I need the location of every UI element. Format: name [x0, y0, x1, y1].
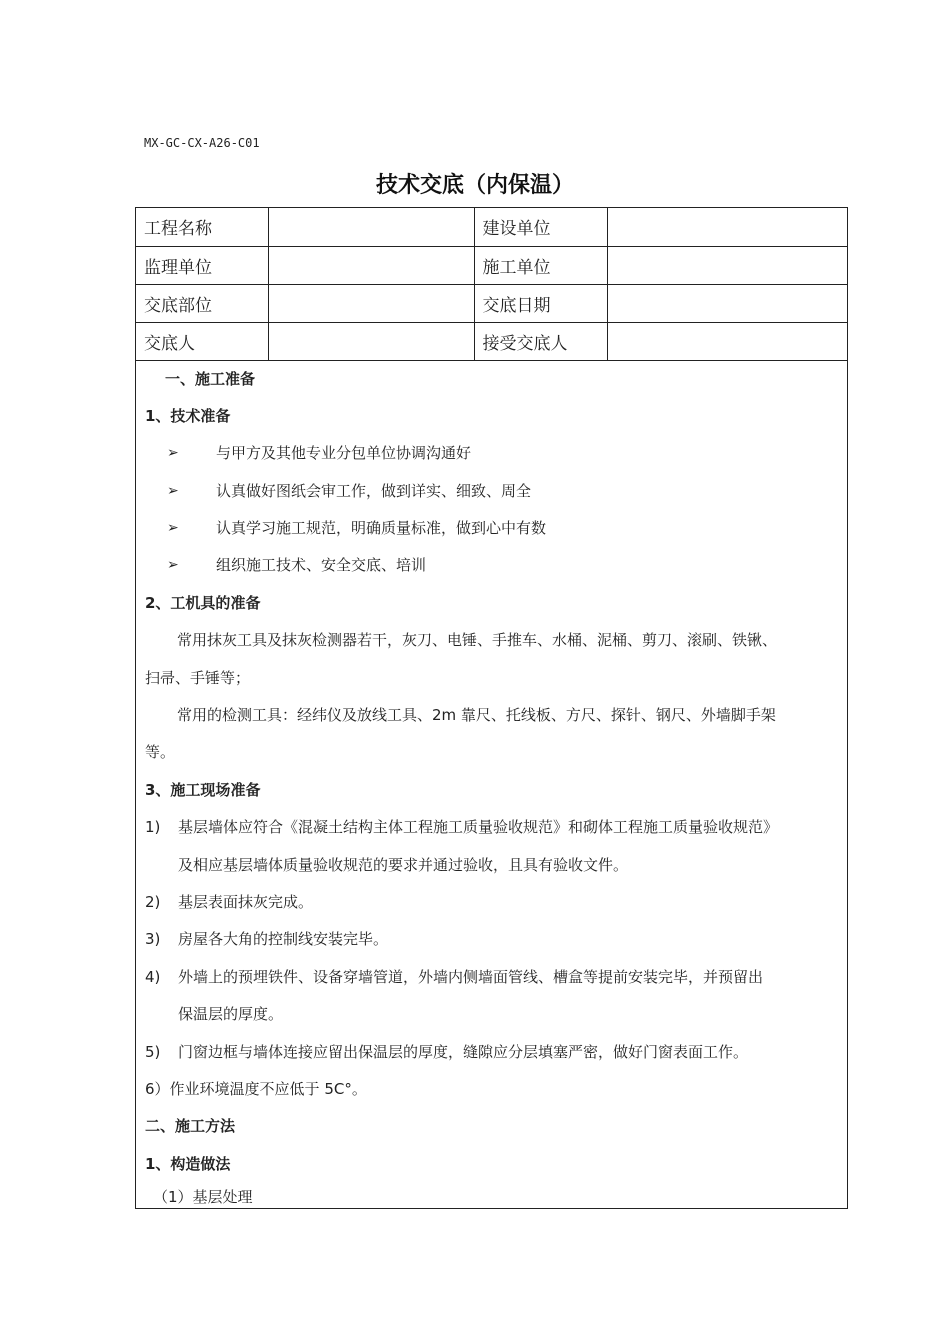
numbered-item	[145, 959, 837, 996]
item-number: 5)	[145, 1042, 161, 1061]
item-number: 1)	[145, 818, 161, 837]
value-contractor-unit[interactable]	[607, 246, 847, 284]
bullet-text: 组织施工技术、安全交底、培训	[216, 556, 427, 575]
bullet-text: 认真做好图纸会审工作，做到详实、细致、周全	[216, 481, 532, 500]
arrow-bullet-icon: ➢	[167, 557, 179, 574]
document-title: 技术交底（内保温）	[375, 173, 574, 198]
arrow-bullet-icon: ➢	[167, 482, 179, 499]
bullet-text: 与甲方及其他专业分包单位协调沟通好	[216, 444, 472, 463]
value-handover-date[interactable]	[607, 284, 847, 322]
tools-paragraph-line: 扫帚、手锤等；	[145, 668, 251, 687]
arrow-bullet-icon: ➢	[167, 520, 179, 537]
arrow-bullet-icon: ➢	[167, 445, 179, 462]
list-item	[145, 510, 837, 547]
table-row	[136, 208, 847, 246]
list-item	[145, 547, 837, 584]
value-supervision-unit[interactable]	[268, 246, 474, 284]
value-handover-person[interactable]	[268, 322, 474, 360]
table-row	[136, 284, 847, 322]
label-handover-date: 交底日期	[474, 284, 607, 322]
item-text: 基层墙体应符合《混凝土结构主体工程施工质量验收规范》和砌体工程施工质量验收规范》	[178, 818, 779, 837]
sub-item-base-treatment: （1）基层处理	[153, 1188, 253, 1207]
value-project-name[interactable]	[268, 208, 474, 246]
info-table	[136, 208, 847, 361]
item-text: 外墙上的预埋铁件、设备穿墙管道，外墙内侧墙面管线、槽盒等提前安装完毕，并预留出	[178, 967, 764, 986]
list-item	[145, 435, 837, 472]
numbered-item	[145, 884, 837, 921]
section-title-preparation: 一、施工准备	[165, 369, 256, 388]
measure-paragraph-line: 常用的检测工具：经纬仪及放线工具、2m 靠尺、托线板、方尺、探针、钢尺、外墙脚手架	[177, 706, 776, 725]
subsection-title-construction: 1、构造做法	[145, 1154, 231, 1173]
value-recipient[interactable]	[607, 322, 847, 360]
list-item	[145, 473, 837, 510]
tools-paragraph-line: 常用抹灰工具及抹灰检测器若干，灰刀、电锤、手推车、水桶、泥桶、剪刀、滚刷、铁锹、	[177, 631, 778, 650]
value-construction-unit[interactable]	[607, 208, 847, 246]
item-number: 3)	[145, 930, 161, 949]
numbered-item	[145, 1034, 837, 1071]
item-text-continued: 保温层的厚度。	[178, 1005, 284, 1024]
numbered-item-temperature: 6）作业环境温度不应低于 5C°。	[145, 1079, 367, 1098]
numbered-item	[145, 921, 837, 958]
item-number: 4)	[145, 967, 161, 986]
item-text-continued: 及相应基层墙体质量验收规范的要求并通过验收，且具有验收文件。	[178, 855, 629, 874]
measure-paragraph-line: 等。	[145, 743, 176, 762]
item-number: 2)	[145, 892, 161, 911]
label-recipient: 接受交底人	[474, 322, 607, 360]
label-handover-person: 交底人	[136, 322, 268, 360]
document-code: MX-GC-CX-A26-C01	[144, 136, 260, 150]
section-title-method: 二、施工方法	[145, 1117, 236, 1136]
label-supervision-unit: 监理单位	[136, 246, 268, 284]
item-text: 基层表面抹灰完成。	[178, 892, 314, 911]
subsection-title-technical: 1、技术准备	[145, 406, 231, 425]
item-text: 房屋各大角的控制线安装完毕。	[178, 930, 389, 949]
label-construction-unit: 建设单位	[474, 208, 607, 246]
item-text: 门窗边框与墙体连接应留出保温层的厚度，缝隙应分层填塞严密，做好门窗表面工作。	[178, 1042, 749, 1061]
subsection-title-site: 3、施工现场准备	[145, 780, 261, 799]
subsection-title-tools: 2、工机具的准备	[145, 593, 261, 612]
numbered-item	[145, 809, 837, 846]
label-project-name: 工程名称	[136, 208, 268, 246]
label-contractor-unit: 施工单位	[474, 246, 607, 284]
value-handover-location[interactable]	[268, 284, 474, 322]
label-handover-location: 交底部位	[136, 284, 268, 322]
handover-form	[135, 207, 848, 1209]
table-row	[136, 322, 847, 360]
table-row	[136, 246, 847, 284]
handover-content	[136, 361, 847, 1212]
bullet-text: 认真学习施工规范，明确质量标准，做到心中有数	[216, 519, 547, 538]
